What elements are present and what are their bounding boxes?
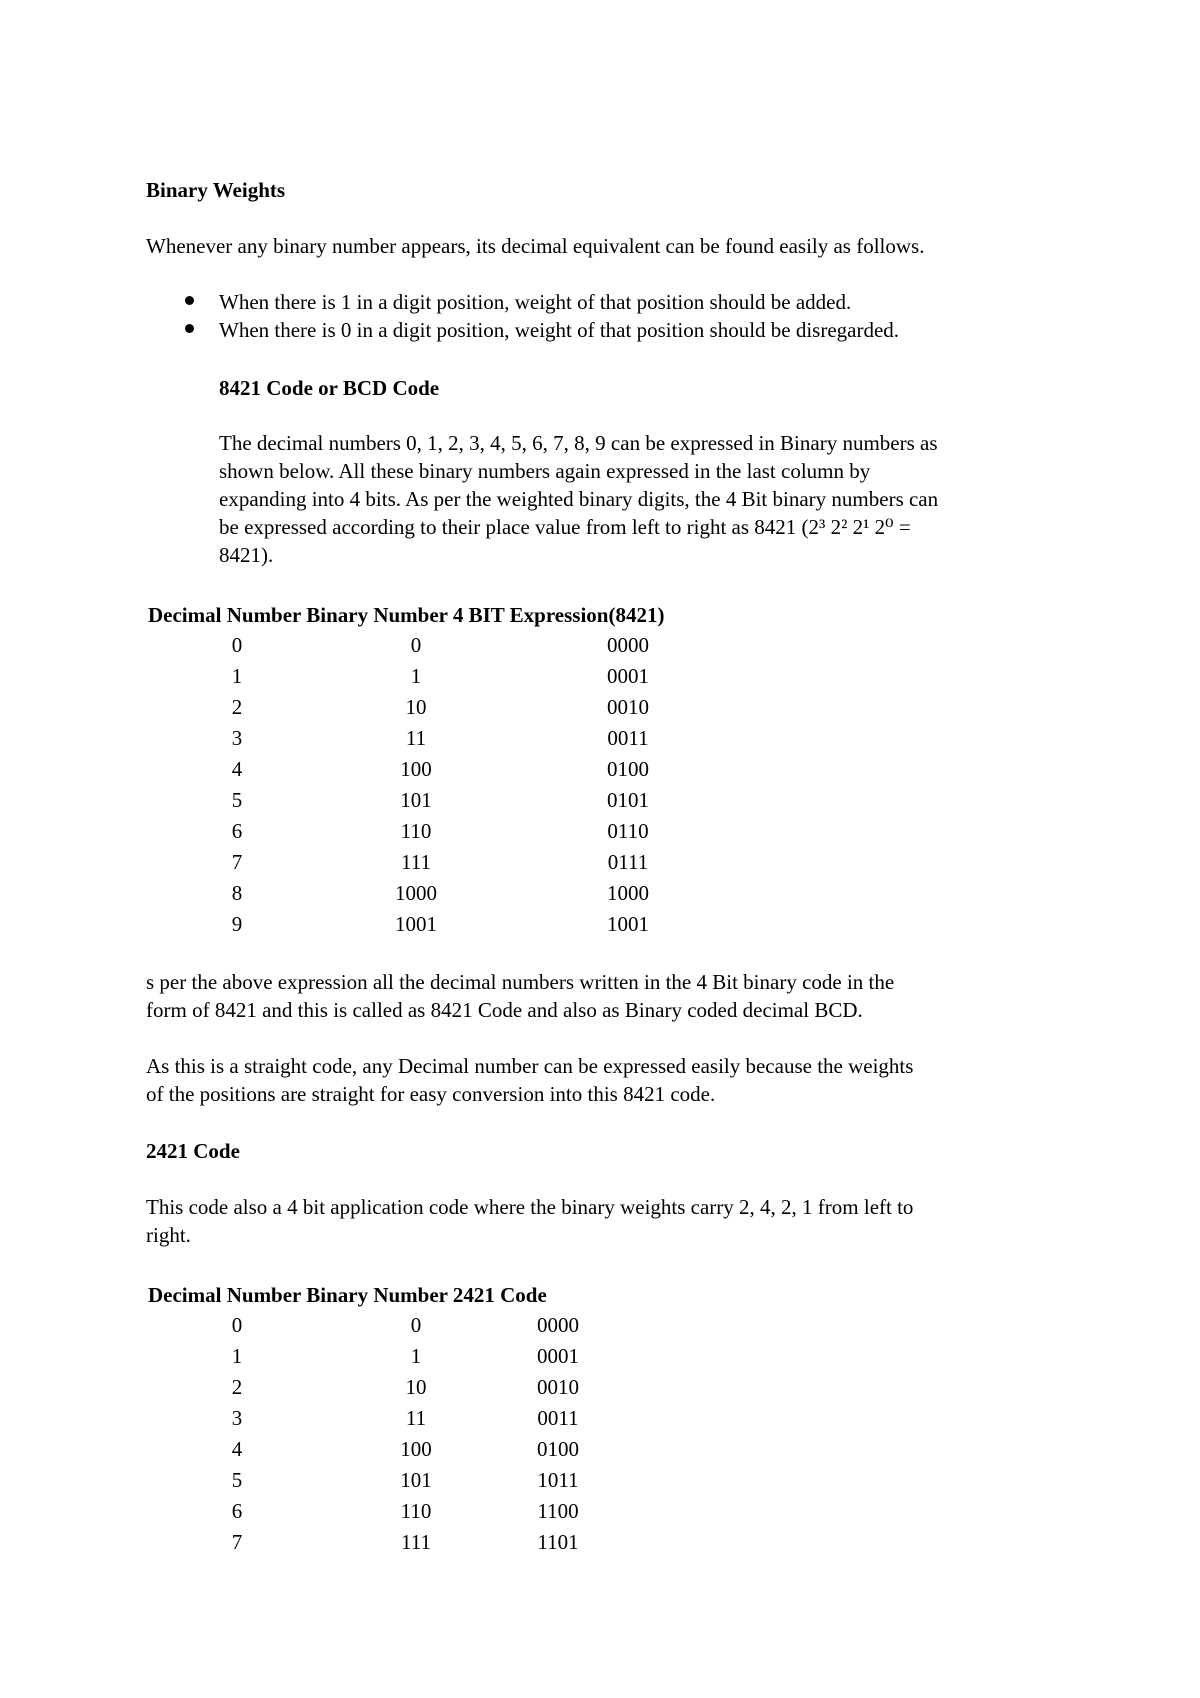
para-line: form of 8421 and this is called as 8421 Code and also as Binary coded decimal BCD.: [146, 998, 863, 1022]
binary-cell: 0: [410, 633, 422, 657]
binary-cell: 1000: [395, 881, 437, 905]
para-line: of the positions are straight for easy conversion into this 8421 code.: [146, 1082, 716, 1106]
table-row: [0, 1497, 1200, 1528]
table-row: [0, 631, 1200, 662]
decimal-cell: 7: [231, 1530, 243, 1554]
heading-binary-weights: Binary Weights: [146, 178, 286, 202]
binary-cell: 1: [410, 1344, 422, 1368]
code-cell: 0010: [607, 695, 649, 719]
binary-cell: 110: [400, 1499, 432, 1523]
para-line: The decimal numbers 0, 1, 2, 3, 4, 5, 6, 7, 8, 9 can be expressed in Binary numbers as: [219, 431, 938, 455]
table-2421-header: Decimal Number Binary Number 2421 Code: [148, 1283, 547, 1307]
binary-cell: 101: [400, 1468, 432, 1492]
code-cell: 0011: [607, 726, 649, 750]
decimal-cell: 6: [231, 1499, 243, 1523]
decimal-cell: 5: [231, 1468, 243, 1492]
decimal-cell: 7: [231, 850, 243, 874]
para-line: be expressed according to their place value from left to right as 8421 (2³ 2² 2¹ 2⁰ =: [219, 515, 911, 539]
binary-cell: 10: [405, 695, 427, 719]
code-cell: 0001: [607, 664, 649, 688]
code-cell: 1011: [537, 1468, 579, 1492]
decimal-cell: 4: [231, 1437, 243, 1461]
code-cell: 1101: [537, 1530, 579, 1554]
bullet-icon: [185, 324, 194, 333]
code-cell: 1001: [607, 912, 649, 936]
table-row: [0, 1373, 1200, 1404]
table-row: [0, 693, 1200, 724]
binary-cell: 1001: [395, 912, 437, 936]
decimal-cell: 2: [231, 1375, 243, 1399]
binary-cell: 11: [405, 726, 427, 750]
table-row: [0, 1466, 1200, 1497]
para-line: expanding into 4 bits. As per the weighted binary digits, the 4 Bit binary numbers can: [219, 487, 939, 511]
heading-2421-code: 2421 Code: [146, 1139, 240, 1163]
decimal-cell: 3: [231, 726, 243, 750]
table-row: [0, 848, 1200, 879]
code-cell: 0101: [607, 788, 649, 812]
table-row: [0, 1435, 1200, 1466]
code-cell: 0000: [537, 1313, 579, 1337]
table-row: [0, 817, 1200, 848]
code-cell: 0010: [537, 1375, 579, 1399]
para-line: right.: [146, 1223, 191, 1247]
bullet-item-1: When there is 1 in a digit position, weight of that position should be added.: [219, 290, 852, 314]
binary-cell: 11: [405, 1406, 427, 1430]
code-cell: 0000: [607, 633, 649, 657]
table-row: [0, 1404, 1200, 1435]
table-row: [0, 755, 1200, 786]
decimal-cell: 3: [231, 1406, 243, 1430]
table-row: [0, 786, 1200, 817]
decimal-cell: 0: [231, 633, 243, 657]
decimal-cell: 9: [231, 912, 243, 936]
decimal-cell: 8: [231, 881, 243, 905]
table-row: [0, 1311, 1200, 1342]
bullet-item-2: When there is 0 in a digit position, weight of that position should be disregarded.: [219, 318, 900, 342]
code-cell: 1000: [607, 881, 649, 905]
decimal-cell: 4: [231, 757, 243, 781]
table-row: [0, 724, 1200, 755]
decimal-cell: 1: [231, 1344, 243, 1368]
binary-cell: 101: [400, 788, 432, 812]
code-cell: 0011: [537, 1406, 579, 1430]
binary-cell: 110: [400, 819, 432, 843]
binary-cell: 100: [400, 757, 432, 781]
code-cell: 0100: [537, 1437, 579, 1461]
binary-cell: 111: [401, 1530, 431, 1554]
binary-cell: 100: [400, 1437, 432, 1461]
decimal-cell: 0: [231, 1313, 243, 1337]
decimal-cell: 2: [231, 695, 243, 719]
binary-cell: 111: [401, 850, 431, 874]
table-row: [0, 910, 1200, 941]
table-row: [0, 879, 1200, 910]
binary-weights-intro: Whenever any binary number appears, its decimal equivalent can be found easily as follows.: [146, 234, 925, 258]
table-row: [0, 662, 1200, 693]
code-cell: 0111: [607, 850, 649, 874]
para-line: 8421).: [219, 543, 274, 567]
code-cell: 0100: [607, 757, 649, 781]
decimal-cell: 1: [231, 664, 243, 688]
para-line: shown below. All these binary numbers again expressed in the last column by: [219, 459, 871, 483]
heading-8421-code: 8421 Code or BCD Code: [219, 376, 440, 400]
para-line: s per the above expression all the decimal numbers written in the 4 Bit binary code in the: [146, 970, 895, 994]
para-line: This code also a 4 bit application code where the binary weights carry 2, 4, 2, 1 from left to: [146, 1195, 914, 1219]
code-cell: 1100: [537, 1499, 579, 1523]
code-cell: 0110: [607, 819, 649, 843]
table-row: [0, 1342, 1200, 1373]
table-8421-header: Decimal Number Binary Number 4 BIT Expression(8421): [148, 603, 665, 627]
binary-cell: 10: [405, 1375, 427, 1399]
binary-cell: 0: [410, 1313, 422, 1337]
decimal-cell: 5: [231, 788, 243, 812]
para-line: As this is a straight code, any Decimal number can be expressed easily because the weights: [146, 1054, 914, 1078]
table-row: [0, 1528, 1200, 1559]
binary-cell: 1: [410, 664, 422, 688]
code-cell: 0001: [537, 1344, 579, 1368]
decimal-cell: 6: [231, 819, 243, 843]
bullet-icon: [185, 296, 194, 305]
